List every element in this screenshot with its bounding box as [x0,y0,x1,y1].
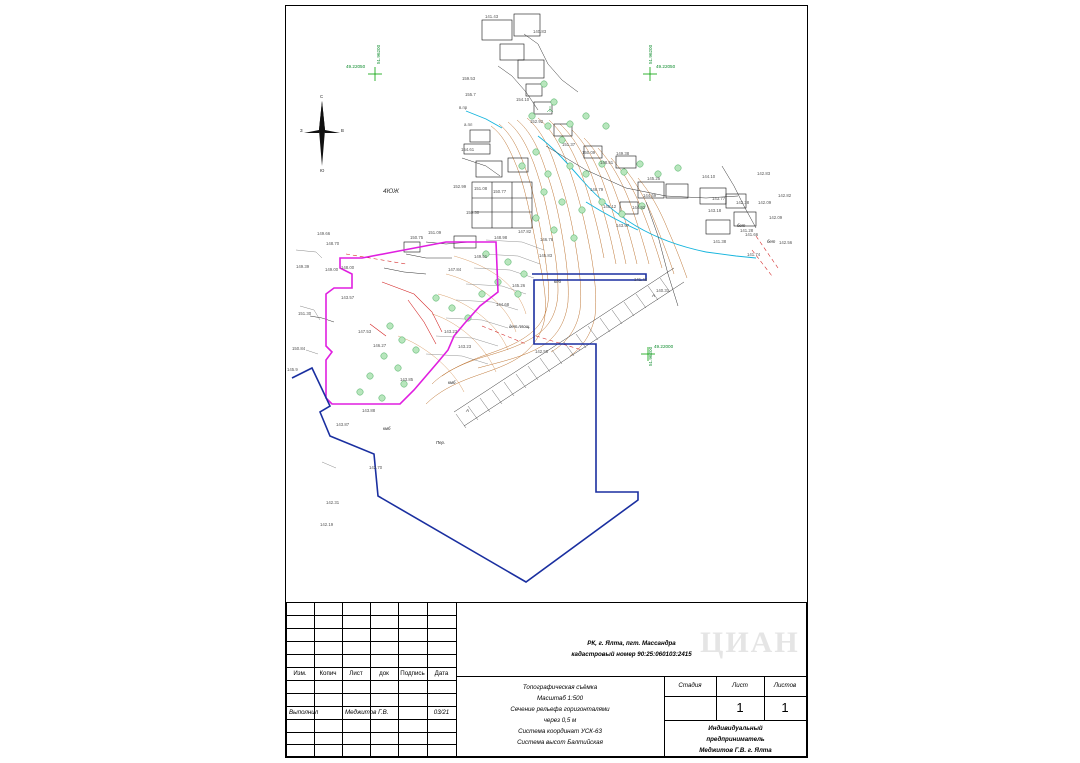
elevation-label: 142.38 [736,200,750,205]
tb-col-data: Дата [434,669,449,677]
elevation-label: 145.25 [647,176,661,181]
tb-col-kopich: Копич [319,669,337,677]
elevation-label: 154.10 [516,97,530,102]
tb-col-list: Лист [349,669,363,677]
elevation-label: 148.98 [494,235,508,240]
elevation-label: 152.92 [530,119,544,124]
elevation-label: 144.92 [632,205,646,210]
map-label-a-1: A [466,408,469,413]
tb-sheet-label: Лист [732,682,748,690]
elevation-label: 147.53 [358,329,372,334]
tb-client-line-3: Меджитов Г.В. г. Ялта [699,746,772,754]
tb-stage-label: Стадия [678,682,702,690]
tb-col-izm: Изм. [293,669,307,677]
elevation-label: 146.27 [373,343,387,348]
elevation-label: 146.79 [590,187,604,192]
elevation-label: 150.75 [410,235,424,240]
compass-west-label: З [300,128,303,133]
elevation-label: 152.99 [453,184,467,189]
elevation-label: 140.31 [656,288,670,293]
map-label-bet-2: бет [767,239,776,244]
tb-sheet-value: 1 [736,699,744,715]
tb-main-line-1: Топографическая съёмка [522,683,598,691]
tb-object-line-2: кадастровый номер 90:25:060103:2415 [571,650,692,658]
elevation-label: 151.09 [428,230,442,235]
tb-sheets-value: 1 [781,699,789,715]
elevation-label: 147.84 [448,267,462,272]
elevation-label: 151.37 [562,142,576,147]
map-label-playground: дет.площ. [509,324,531,329]
watermark: ЦИАН [700,626,800,659]
map-label-a-2: A [652,293,655,298]
elevation-label: 144.10 [702,174,716,179]
elevation-label: 141.38 [713,239,727,244]
tb-stage-value [664,696,716,720]
elevation-label: в.пр [459,105,468,110]
elevation-label: 150.84 [292,346,306,351]
elevation-label: 154.61 [461,147,475,152]
elevation-label: 145.83 [539,253,553,258]
elevation-label: 140.83 [533,29,547,34]
elevation-label: 142.19 [320,522,334,527]
elevation-label: 143.77 [712,196,726,201]
grid-label-2: 51.96200 [376,44,381,64]
compass-east-label: В [341,128,344,133]
elevation-label: 150.09 [582,150,596,155]
elevation-label: 149.00 [325,267,339,272]
elevation-label: 149.38 [616,151,630,156]
tb-main-line-3: Сечение рельефа горизонталями [510,705,610,713]
elevation-label: 150.30 [466,210,480,215]
tb-object-line-1: РК, г. Ялта, пгт. Массандра [587,639,676,647]
elevation-label: 142.82 [778,193,792,198]
elevation-label: 145.9 [287,367,298,372]
elevation-label: 142.56 [779,240,793,245]
elevation-label: 143.18 [708,208,722,213]
elevation-label: 151.30 [298,311,312,316]
tb-executor-name: Меджитов Г.В. [345,708,389,716]
tb-sheets-label: Листов [773,682,797,690]
tb-client-line-1: Индивидуальный [708,724,763,732]
grid-label-3: 49.22050 [656,64,676,69]
elevation-label: 143.23 [458,344,472,349]
elevation-label: 142.83 [757,171,771,176]
elevation-label: 143.87 [336,422,350,427]
tb-main-line-5: Система координат УСК-63 [518,727,602,735]
elevation-label: 145.12 [603,204,617,209]
tb-main-line-6: Система высот Балтийская [517,738,603,746]
compass-rose [304,101,340,166]
elevation-label: 148.70 [326,241,340,246]
elevation-label: 148.51 [600,160,614,165]
elevation-label: 144.69 [643,193,657,198]
elevation-label: 143.23 [444,329,458,334]
elevation-label: 141.74 [747,252,761,257]
elevation-label: 151.08 [474,186,488,191]
elevation-label: 141.66 [745,232,759,237]
tb-main-line-2: Масштаб 1:500 [536,694,584,702]
map-label-bet-1: бет [737,223,746,228]
grid-label-4: 51.96200 [648,44,653,64]
compass-south-label: Ю [320,168,325,173]
map-label-kmb-1: кмб [448,380,456,385]
tb-col-dok: док [379,669,389,677]
elevation-label: 146.76 [540,237,554,242]
tb-executor-date: 03/21 [433,708,450,716]
elevation-label: 149.66 [317,231,331,236]
grid-label-6: 51.96200 [648,346,653,366]
elevation-label: 141.43 [634,277,648,282]
elevation-label: 147.82 [518,229,532,234]
tb-col-podpis: Подпись [400,669,425,677]
elevation-label: 159.53 [462,76,476,81]
grid-label-1: 49.22050 [346,64,366,69]
elevation-label: 149.39 [296,264,310,269]
compass-north-label: С [320,94,324,99]
elevation-label: 149.51 [474,254,488,259]
elevation-label: 150.77 [493,189,507,194]
elevation-label: 141.43 [485,14,499,19]
elevation-label: 143.57 [341,295,355,300]
tb-executor-label: Выполнил [289,708,319,716]
elevation-label: 155.7 [465,92,476,97]
elevation-label: 143.97 [616,223,630,228]
elevation-label: 141.28 [740,228,754,233]
elevation-label: 142.09 [769,215,783,220]
map-label-per: Пер. [436,440,446,445]
elevation-label: 143.85 [400,377,414,382]
elevation-label: 142.55 [535,349,549,354]
map-label-kmb-2: кмб [383,426,391,431]
elevation-label: 142.70 [369,465,383,470]
elevation-label: 142.31 [326,500,340,505]
elevation-label: 142.09 [758,200,772,205]
elevation-label: 144.68 [496,302,510,307]
map-label-4uzh: 4ЮЖ [383,188,400,195]
grid-label-5: 49.22000 [654,344,674,349]
elevation-label: 143.88 [362,408,376,413]
tb-main-line-4: через 0,5 м [543,716,577,724]
elevation-label: 148.00 [341,265,355,270]
elevation-label: а.пл [464,122,473,127]
tb-client-line-2: предприниматель [706,735,765,743]
elevation-label: 145.26 [512,283,526,288]
map-label-klb: клб [554,279,561,284]
